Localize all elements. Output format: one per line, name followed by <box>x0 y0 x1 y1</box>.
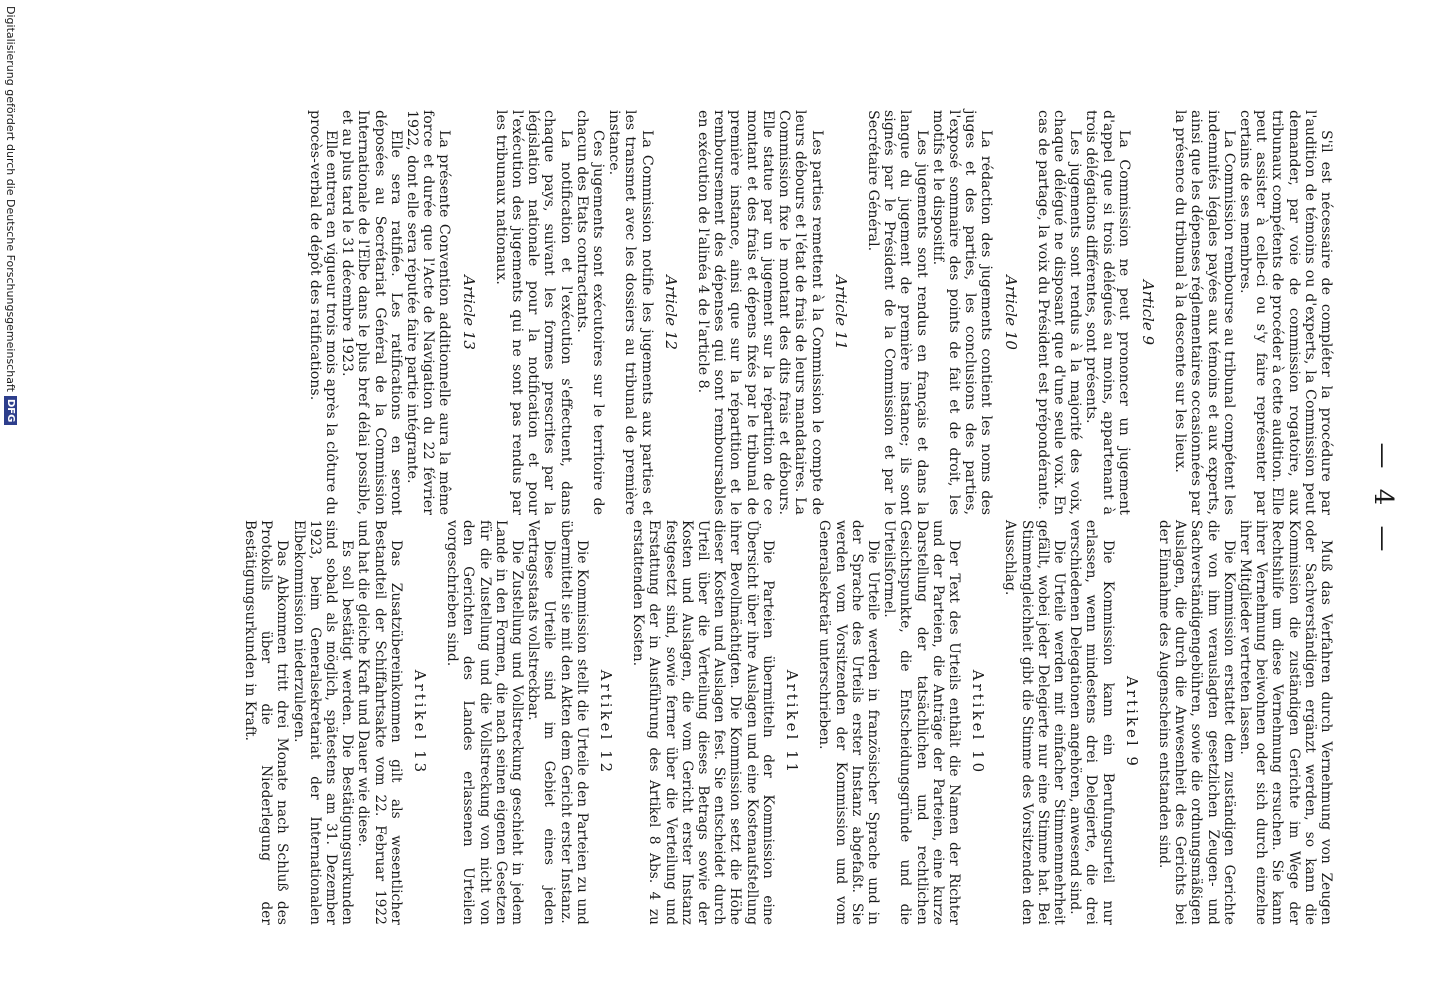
fr-paragraph: La Commission notifie les jugements aux parties et les transmet avec les dossiers au tribunal de première instance. <box>606 110 655 515</box>
de-article-heading: Artikel 10 <box>969 669 988 776</box>
de-paragraph: Die Kommission kann ein Berufungsurteil nur erlassen, wenn mindestens drei Delegierte, die drei verschiedenen Delegationen angehören, anwesend sind. <box>1067 520 1116 925</box>
digitization-credit <box>0 0 22 1000</box>
fr-paragraph: La rédaction des jugements contient les noms des juges et des parties, les conclusions des parties, l'exposé sommaire des points de fait et de droit, les motifs et le dispositif. <box>929 110 995 515</box>
de-paragraph: Der Text des Urteils enthält die Namen der Richter und der Parteien, die Anträge der Parteien, eine kurze Darstellung der tatsächlichen und rechtlichen Gesichtspunkte, die Entscheidungsgründe und die Urteilsformel. <box>881 520 962 925</box>
fr-paragraph: La notification et l'exécution s'effectuent, dans chaque pays, suivant les formes prescrites par la législation nationale pour la notification et pour l'exécution des jugements qui ne sont pas rendus par les tribunaux nationaux. <box>492 110 574 515</box>
de-paragraph: Die Urteile werden in französischer Sprache und in der Sprache des Urteils erster Instanz abgefaßt. Sie werden vom Vorsitzenden der Kommission und vom Generalsekretär unterschrieben. <box>816 520 881 925</box>
fr-paragraph: Elle entrera en vigueur trois mois après la clôture du procès-verbal de dépôt des ratifications. <box>306 110 340 515</box>
page-number: — 4 — <box>1368 442 1398 558</box>
fr-paragraph: Les parties remettent à la Commission le compte de leurs débours et l'état de frais de leurs mandataires. La Commission fixe le montant des dits frais et débours. Elle statue par un jugement sur la répartition de ce montant et des frais et dépens fixés par le tribunal de première instance, ainsi que sur la répartition et le remboursement des dépenses qui sont remboursables en exécution de l'alinéa 4 de l'article 8. <box>695 110 825 515</box>
de-paragraph: Die Kommission stellt die Urteile den Parteien zu und übermittelt sie mit den Akten dem Gericht erster Instanz. <box>557 520 590 925</box>
fr-article-heading: Article 12 <box>661 275 680 350</box>
fr-paragraph: La Commission ne peut prononcer un jugement d'appel que si trois délégués au moins, appartenant à trois délégations différentes, sont présents. <box>1083 110 1132 515</box>
fr-paragraph: Les jugements sont rendus en français et dans la langue du jugement de première instance; ils sont signés par le Président de la Commission et par le Secrétaire Général. <box>864 110 930 515</box>
de-article-heading: Artikel 12 <box>597 669 616 776</box>
de-paragraph: Es soll bestätigt werden. Die Bestätigungsurkunden sind sobald als möglich, spätestens am 31. Dezember 1923, beim Generalsekretariat der Internationalen Elbekommission niederzulegen. <box>290 520 356 925</box>
de-intro-paragraph: Muß das Verfahren durch Vernehmung von Zeugen oder Sachverständigen ergänzt werden, so kann die Kommission die zuständigen Gerichte im Wege der Rechtshilfe um diese Vernehmung ersuchen. Sie kann ihrer Vernehmung beiwohnen oder sich durch einzelne ihrer Mitglieder vertreten lassen. <box>1236 520 1334 925</box>
fr-article-heading: Article 9 <box>1138 279 1157 346</box>
french-column <box>307 110 1334 515</box>
de-paragraph: Das Zusatzübereinkommen gilt als wesentlicher Bestandteil der Schiffahrtsakte vom 22. Februar 1922 und hat die gleiche Kraft und Dauer wie diese. <box>355 520 404 925</box>
fr-article-heading: Article 10 <box>1001 275 1020 350</box>
fr-article-heading: Article 11 <box>831 275 850 350</box>
de-paragraph: Die Parteien übermitteln der Kommission eine Übersicht über ihre Auslagen und eine Kostenaufstellung ihrer Bevollmächtigten. Die Kommission setzt die Höhe dieser Kosten und Auslagen fest. Sie entscheidet durch Urteil über die Verteilung dieses Betrags sowie der Kosten und Auslagen, die vom Gericht erster Instanz festgesetzt sind, sowie ferner über die Verteilung und Erstattung der in Ausführung des Artikel 8 Abs. 4 zu erstattenden Kosten. <box>630 520 776 925</box>
de-paragraph: Diese Urteile sind im Gebiet eines jeden Vertragsstaats vollstreckbar. <box>525 520 558 925</box>
german-column <box>242 520 1334 925</box>
fr-paragraph: La présente Convention additionnelle aura la même force et durée que l'Acte de Navigation du 22 février 1922, dont elle sera réputée faire partie intégrante. <box>404 110 453 515</box>
fr-article-heading: Article 13 <box>459 275 478 350</box>
de-intro-paragraph: Die Kommission erstattet dem zuständigen Gerichte die von ihm verauslagten gesetzlichen Zeugen- und Sachverständigengebühren, sowie die ordnungsmäßigen Auslagen, die durch die Anwesenheit des Gerichts bei der Einnahme des Augenscheins entstanden sind. <box>1155 520 1237 925</box>
de-paragraph: Das Abkommen tritt drei Monate nach Schluß des Protokolls über die Niederlegung der Bestätigungsurkunden in Kraft. <box>242 520 291 925</box>
de-paragraph: Die Zustellung und Vollstreckung geschieht in jedem Lande in den Formen, die nach seinen eigenen Gesetzen für die Zustellung und die Vollstreckung von nicht von den Gerichten des Landes erlassenen Urteilen vorgeschrieben sind. <box>444 520 526 925</box>
dfg-logo: DFG <box>5 396 18 425</box>
fr-intro-paragraph: S'il est nécessaire de compléter la procédure par l'audition de témoins ou d'experts, la Commission peut demander, par voie de commission rogatoire, aux tribunaux compétents de procéder à cette audition. Elle peut assister à celle-ci ou s'y faire représenter par certains de ses membres. <box>1236 110 1334 515</box>
de-paragraph: Die Urteile werden mit einfacher Stimmenmehrheit gefällt, wobei jeder Delegierte nur eine Stimme hat. Bei Stimmengleichheit gibt die Stimme des Vorsitzenden den Ausschlag. <box>1002 520 1067 925</box>
fr-paragraph: Ces jugements sont exécutoires sur le territoire de chacun des Etats contractants. <box>573 110 607 515</box>
fr-paragraph: Elle sera ratifiée. Les ratifications en seront déposées au Secrétariat Général de la Commission Internationale de l'Elbe dans le plus bref délai possible, et au plus tard le 31 décembre 1923. <box>339 110 404 515</box>
credit-text: Digitalisierung gefördert durch die Deutsche Forschungsgemeinschaft <box>4 6 18 392</box>
fr-intro-paragraph: La Commission rembourse au tribunal compétent les indemnités légales payées aux témoins et aux experts, ainsi que les dépenses réglementaires occasionnées par la présence du tribunal à la descente sur les lieux. <box>1172 110 1237 515</box>
de-article-heading: Artikel 13 <box>411 669 430 776</box>
fr-paragraph: Les jugements sont rendus à la majorité des voix, chaque délégué ne disposant que d'une seule voix. En cas de partage, la voix du Président est prépondérante. <box>1034 110 1084 515</box>
de-article-heading: Artikel 9 <box>1122 676 1141 769</box>
de-article-heading: Artikel 11 <box>783 669 802 776</box>
